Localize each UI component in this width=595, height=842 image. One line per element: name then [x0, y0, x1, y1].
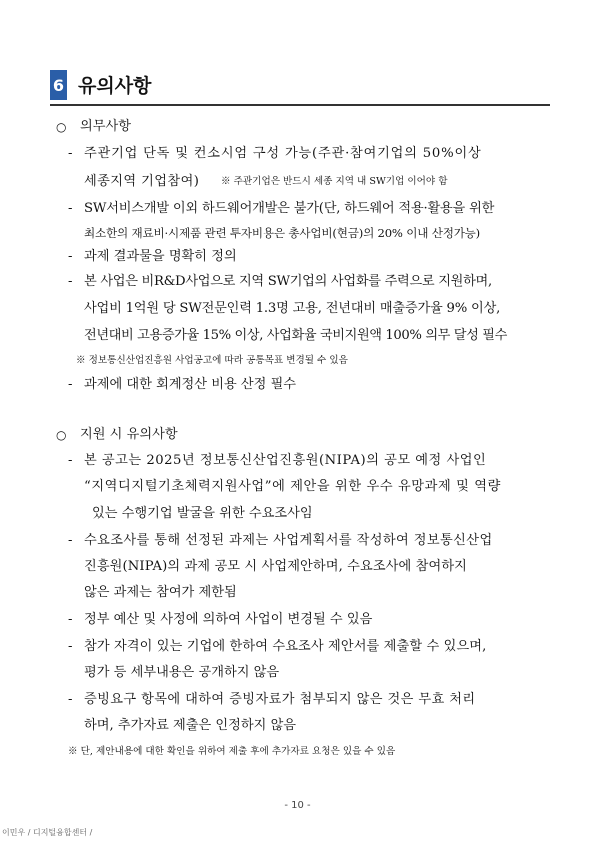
note-text: ※ 정보통신산업진흥원 사업공고에 따라 공통목표 변경될 수 있음 [76, 355, 348, 366]
list-item-text: 과제에 대한 회계정산 비용 산정 필수 [84, 377, 297, 392]
note-text: ※ 주관기업은 반드시 세종 지역 내 SW기업 이어야 함 [221, 176, 448, 187]
list-item-text: 본 공고는 2025년 정보통신산업진흥원(NIPA)의 공모 예정 사업인 [84, 453, 487, 468]
section-heading [50, 70, 550, 106]
dash-marker: - [68, 377, 73, 392]
dash-marker: - [68, 533, 73, 548]
section-number: 6 [50, 70, 67, 100]
list-item-text: 최소한의 재료비·시제품 관련 투자비용은 총사업비(현금)의 20% 이내 산정가능) [84, 226, 481, 240]
list-item-text: 정부 예산 및 사정에 의하여 사업이 변경될 수 있음 [84, 612, 373, 627]
list-item-text: 평가 등 세부내용은 공개하지 않음 [84, 665, 280, 680]
dash-marker: - [68, 249, 73, 264]
list-item-text: 하며, 추가자료 제출은 인정하지 않음 [84, 718, 297, 733]
list-item-text: 사업비 1억원 당 SW전문인력 1.3명 고용, 전년대비 매출증가율 9% 이상, [84, 301, 501, 316]
list-item-text: 있는 수행기업 발굴을 위한 수요조사임 [92, 506, 313, 521]
bullet-circle-icon: ○ [56, 120, 67, 134]
dash-marker: - [68, 453, 73, 468]
list-item-text: 주관기업 단독 및 컨소시엄 구성 가능(주관·참여기업의 50%이상 [84, 146, 482, 161]
list-item-text: 전년대비 고용증가율 15% 이상, 사업화율 국비지원액 100% 의무 달성 필수 [84, 328, 507, 343]
list-item-text: “지역디지털기초체력지원사업”에 제안을 위한 우수 유망과제 및 역량 [84, 479, 501, 494]
list-item-text: 증빙요구 항목에 대하여 증빙자료가 첨부되지 않은 것은 무효 처리 [84, 692, 476, 707]
dash-marker: - [68, 274, 73, 289]
list-item-text: 진흥원(NIPA)의 과제 공모 시 사업제안하며, 수요조사에 참여하지 [84, 559, 468, 574]
note-text: ※ 단, 제안내용에 대한 확인을 위하여 제출 후에 추가자료 요청은 있을 수 있음 [68, 746, 396, 757]
list-item-text: 본 사업은 비R&D사업으로 지역 SW기업의 사업화를 주력으로 지원하며, [84, 274, 492, 289]
subsection-title: 의무사항 [80, 119, 131, 134]
dash-marker: - [68, 612, 73, 627]
dash-marker: - [68, 201, 73, 216]
dash-marker: - [68, 146, 73, 161]
section-title: 유의사항 [78, 75, 152, 97]
bullet-circle-icon: ○ [56, 428, 67, 442]
dash-marker: - [68, 639, 73, 654]
dash-marker: - [68, 692, 73, 707]
list-item-text: 수요조사를 통해 선정된 과제는 사업계획서를 작성하여 정보통신산업 [84, 533, 493, 548]
page-number: - 10 - [284, 800, 311, 811]
list-item-text: 세종지역 기업참여) [84, 174, 200, 189]
list-item-text: 않은 과제는 참여가 제한됨 [84, 585, 237, 600]
section-divider [50, 104, 550, 106]
watermark-text: 이민우 / 디지털융합센터 / [2, 828, 93, 837]
subsection-title: 지원 시 유의사항 [80, 427, 178, 442]
list-item-text: 참가 자격이 있는 기업에 한하여 수요조사 제안서를 제출할 수 있으며, [84, 639, 487, 654]
list-item-text: SW서비스개발 이외 하드웨어개발은 불가(단, 하드웨어 적용·활용을 위한 [84, 201, 495, 216]
list-item-text: 과제 결과물을 명확히 정의 [84, 249, 237, 264]
